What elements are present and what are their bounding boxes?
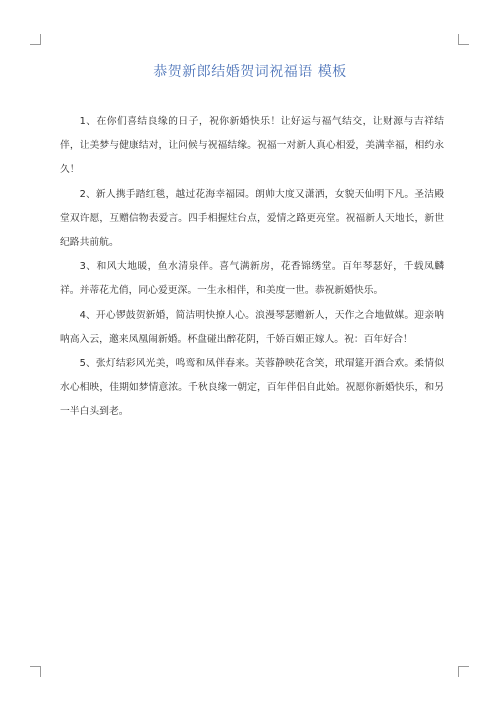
blessing-paragraph-3: 3、和风大地暖，鱼水清泉伴。喜气满新房，花香锦绣堂。百年琴瑟好，千载凤麟祥。并蒂花尤俏，同心爱更深。一生永相伴，和美度一世。恭祝新婚快乐。 bbox=[60, 261, 444, 297]
blessing-paragraph-2: 2、新人携手踏红毯，越过花海幸福园。朗帅大度又潇洒，女貌天仙明下凡。圣洁殿堂双许愿，互赠信物表爱言。四手相握炷台点，爱情之路更亮堂。祝福新人天地长，新世纪路共前航。 bbox=[60, 188, 444, 249]
document-body bbox=[60, 110, 444, 425]
crop-mark-bottom-right bbox=[458, 666, 469, 677]
blessing-paragraph-4: 4、开心锣鼓贺新婚，简洁明快撩人心。浪漫琴瑟赠新人，天作之合地做媒。迎亲呐呐高入云，邀来凤凰闹新婚。杯盘碰出醉花阴，千娇百媚正嫁人。祝：百年好合！ bbox=[60, 309, 444, 345]
crop-mark-bottom-left bbox=[30, 666, 41, 677]
blessing-paragraph-5: 5、张灯结彩风光美，鸣鸾和凤伴春来。芙蓉静映花含笑，玳瑁筵开酒合欢。柔情似水心相映，佳期如梦情意浓。千秋良缘一朝定，百年伴侣自此始。祝愿你新婚快乐，和另一半白头到老。 bbox=[60, 358, 444, 418]
crop-mark-top-left bbox=[30, 34, 41, 45]
blessing-paragraph-1: 1、在你们喜结良缘的日子，祝你新婚快乐！让好运与福气结交，让财源与吉祥结伴，让美梦与健康结对，让问候与祝福结缘。祝福一对新人真心相爱，美满幸福，相约永久！ bbox=[60, 116, 444, 176]
crop-mark-top-right bbox=[458, 34, 469, 45]
document-title: 恭贺新郎结婚贺词祝福语 模板 bbox=[153, 64, 347, 80]
